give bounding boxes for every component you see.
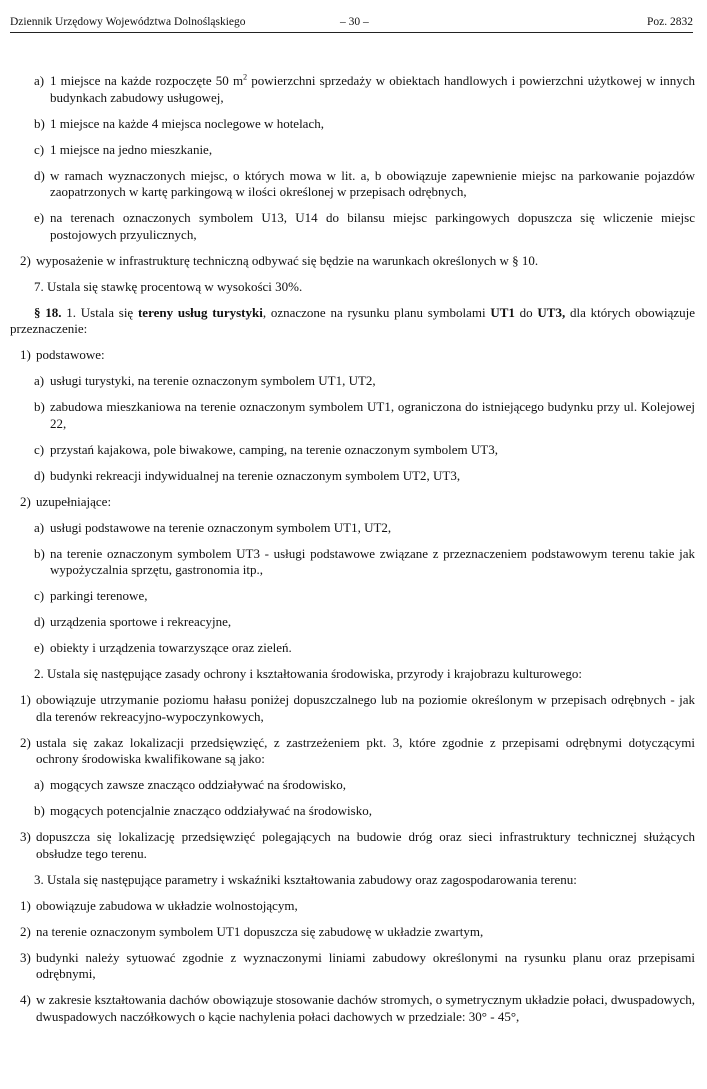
list-marker: d) <box>34 167 45 183</box>
page-header <box>10 12 693 33</box>
section-number: § 18. <box>34 304 62 320</box>
item-text: budynki należy sytuować zgodnie z wyznaczonymi liniami zabudowy określonymi na rysunku planu oraz przepisami odrębnymi, <box>36 949 695 981</box>
list-item <box>10 692 695 725</box>
list-item <box>10 442 695 459</box>
item-text: obiekty i urządzenia towarzyszące oraz zieleń. <box>50 640 292 655</box>
list-marker: c) <box>34 441 45 457</box>
item-text: powierzchni sprzedaży w obiektach handlowych i powierzchni użytkowej w innych budynkach zabudowy usługowej, <box>50 73 696 105</box>
text-run: , oznaczone na rysunku planu symbolami <box>262 304 491 320</box>
list-item <box>10 614 695 631</box>
list-marker: e) <box>34 640 45 655</box>
text-run: 1. Ustala się <box>61 304 138 320</box>
bold-symbol: UT1 <box>490 304 515 320</box>
text-run: dla których obowiązuje przeznaczenie: <box>10 304 696 336</box>
list-item <box>10 924 695 941</box>
list-marker: 2) <box>20 734 31 750</box>
item-text: obowiązuje zabudowa w układzie wolnostojącym, <box>36 897 298 913</box>
document-body <box>10 73 695 1035</box>
list-marker: a) <box>34 373 45 388</box>
list-marker: b) <box>34 399 45 414</box>
list-item <box>10 520 695 537</box>
item-text: usługi turystyki, na terenie oznaczonym symbolem UT1, UT2, <box>50 373 376 388</box>
list-marker: a) <box>34 777 45 792</box>
list-marker: c) <box>34 588 45 603</box>
item-text: 1 miejsce na jedno mieszkanie, <box>50 141 213 157</box>
list-marker: a) <box>34 73 45 88</box>
position-number: Poz. 2832 <box>647 16 693 28</box>
list-item <box>10 210 695 243</box>
list-item <box>10 829 695 862</box>
item-text: 1 miejsce na każde rozpoczęte 50 m <box>50 73 244 88</box>
list-item <box>10 494 695 511</box>
list-marker: b) <box>34 115 45 131</box>
list-marker: b) <box>34 803 45 818</box>
list-item <box>10 399 695 432</box>
item-text: na terenie oznaczonym symbolem UT1 dopuszcza się zabudowę w układzie zwartym, <box>36 923 484 939</box>
list-marker: 3) <box>20 949 31 965</box>
list-item <box>10 468 695 485</box>
list-marker: b) <box>34 545 45 561</box>
item-text: obowiązuje utrzymanie poziomu hałasu poniżej dopuszczalnego lub na poziomie określonym w przepisach odrębnych - jak dla terenów rekreacyjno-wypoczynkowych, <box>36 692 695 724</box>
item-text: w ramach wyznaczonych miejsc, o których mowa w lit. a, b obowiązuje zapewnienie miejsc na parkowanie pojazdów zaopatrzonych w kartę parkingową w ilości określonej w przepisach odrębnych, <box>50 167 695 199</box>
item-text: mogących zawsze znacząco oddziaływać na środowisko, <box>50 777 346 792</box>
item-text: usługi podstawowe na terenie oznaczonym symbolem UT1, UT2, <box>50 519 392 535</box>
text-run: do <box>514 304 538 320</box>
list-marker: 3) <box>20 829 31 844</box>
list-item <box>10 588 695 605</box>
paragraph: 2. Ustala się następujące zasady ochrony i kształtowania środowiska, przyrody i krajobrazu kulturowego: <box>34 666 582 681</box>
item-text: ustala się zakaz lokalizacji przedsięwzięć, z zastrzeżeniem pkt. 3, które zgodnie z przepisami odrębnymi dotyczącymi ochrony środowiska kwalifikowane są jako: <box>36 734 695 766</box>
item-text: na terenie oznaczonym symbolem UT3 - usługi podstawowe związane z przeznaczeniem podstawowym terenu takie jak wypożyczalnia sprzętu, gastronomia itp., <box>50 545 695 577</box>
list-item <box>10 777 695 794</box>
list-marker: 1) <box>20 347 31 362</box>
list-marker: 2) <box>20 252 31 268</box>
list-item <box>10 373 695 390</box>
superscript: 2 <box>243 72 248 82</box>
list-item <box>10 73 695 106</box>
bold-symbol: UT3, <box>537 304 566 320</box>
item-text: zabudowa mieszkaniowa na terenie oznaczonym symbolem UT1, ograniczona do istniejącego budynku przy ul. Kolejowej 22, <box>50 399 695 431</box>
item-text: podstawowe: <box>36 347 105 362</box>
list-item <box>10 898 695 915</box>
list-marker: c) <box>34 141 45 157</box>
item-text: przystań kajakowa, pole biwakowe, camping, na terenie oznaczonym symbolem UT3, <box>50 441 498 457</box>
item-text: urządzenia sportowe i rekreacyjne, <box>50 614 232 629</box>
list-marker: 1) <box>20 692 31 707</box>
list-marker: d) <box>34 467 45 483</box>
bold-term: tereny usług turystyki <box>137 304 263 320</box>
list-item <box>10 640 695 657</box>
list-marker: 1) <box>20 897 31 913</box>
list-marker: d) <box>34 614 45 629</box>
list-item <box>10 347 695 364</box>
list-item <box>10 168 695 201</box>
list-marker: 2) <box>20 923 31 939</box>
item-text: uzupełniające: <box>36 493 112 509</box>
list-item <box>10 116 695 133</box>
list-item <box>10 546 695 579</box>
item-text: w zakresie kształtowania dachów obowiązuje stosowanie dachów stromych, o symetrycznym układzie połaci, dwuspadowych, dwuspadowych naczółkowych o kącie nachylenia połaci dachowych w przedziale: 30° - 45°, <box>36 992 695 1024</box>
list-item <box>10 950 695 983</box>
list-item <box>10 142 695 159</box>
item-text: wyposażenie w infrastrukturę techniczną odbywać się będzie na warunkach określonych w § 10. <box>36 252 539 268</box>
item-text: parkingi terenowe, <box>50 588 148 603</box>
journal-title: Dziennik Urzędowy Województwa Dolnośląskiego <box>10 16 246 28</box>
list-marker: 4) <box>20 992 31 1007</box>
item-text: mogących potencjalnie znacząco oddziaływać na środowisko, <box>50 803 372 818</box>
item-text: dopuszcza się lokalizację przedsięwzięć polegających na budowie dróg oraz sieci infrastruktury technicznej służących obsłudze tego terenu. <box>36 829 695 861</box>
section-18-paragraph <box>10 305 695 338</box>
paragraph: 3. Ustala się następujące parametry i wskaźniki kształtowania zabudowy oraz zagospodarowania terenu: <box>34 871 577 887</box>
item-text: na terenach oznaczonych symbolem U13, U14 do bilansu miejsc parkingowych dopuszcza się wliczenie miejsc postojowych przyulicznych, <box>50 210 695 242</box>
list-marker: 2) <box>20 493 31 509</box>
item-text: 1 miejsce na każde 4 miejsca noclegowe w hotelach, <box>50 115 324 131</box>
list-marker: e) <box>34 210 45 225</box>
list-marker: a) <box>34 519 45 535</box>
list-item <box>10 735 695 768</box>
page-number: – 30 – <box>340 16 369 28</box>
list-item <box>10 253 695 270</box>
list-item <box>10 992 695 1025</box>
paragraph: 7. Ustala się stawkę procentową w wysokości 30%. <box>34 278 303 294</box>
item-text: budynki rekreacji indywidualnej na terenie oznaczonym symbolem UT2, UT3, <box>50 467 461 483</box>
list-item <box>10 803 695 820</box>
